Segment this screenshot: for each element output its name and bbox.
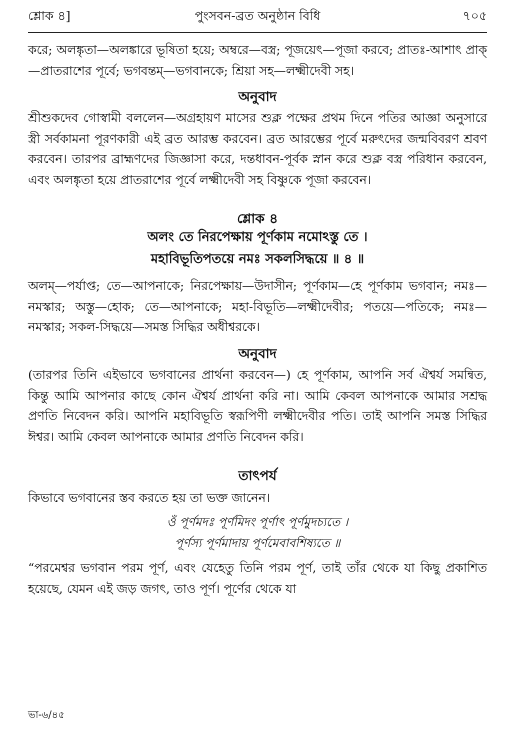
translation-heading-2: অনুবাদ xyxy=(238,346,277,362)
translation-heading: অনুবাদ xyxy=(238,89,277,105)
header-verse-ref: শ্লোক ৪] xyxy=(28,8,71,23)
purport-intro: কিভাবে ভগবানের স্তব করতে হয় তা ভক্ত জানেন। xyxy=(28,491,271,505)
signature-mark: ভা-৬/৪৫ xyxy=(28,710,65,721)
verse-line-1: অলং তে নিরপেক্ষায় পূর্ণকাম নমোঽস্তু তে । xyxy=(147,230,368,245)
word-meanings: অলম্—পর্যাপ্ত; তে—আপনাকে; নিরপেক্ষায়—উদাসীন; পূর্ণকাম—হে পূর্ণকাম ভগবান; নমঃ—নমস্কার; অস্তু—হোক; তে—আপনাকে; মহা-বিভূতি—লক্ষ্মীদেবীর; পতয়ে—পতিকে; নমঃ—নমস্কার; সকল-সিদ্ধয়ে—সমস্ত সিদ্ধির অধীশ্বরকে। xyxy=(28,279,487,334)
quote-line-1: ওঁ পূর্ণমদঃ পূর্ণমিদং পূর্ণাৎ পূর্ণমুদচ্যতে । xyxy=(166,515,349,529)
running-header xyxy=(28,8,487,28)
translation-paragraph-2: (তারপর তিনি এইভাবে ভগবানের প্রার্থনা করবেন—) হে পূর্ণকাম, আপনি সর্ব ঐশ্বর্য সমন্বিত, কিন্তু আমি আপনার কাছে কোন ঐশ্বর্য প্রার্থনা করি না। আমি কেবল আপনাকে আমার সশ্রদ্ধ প্রণতি নিবেদন করি। আপনি মহাবিভূতি স্বরূপিণী লক্ষ্মীদেবীর পতি। তাই আপনি সমস্ত সিদ্ধির ঈশ্বর। আমি কেবল আপনাকে আমার প্রণতি নিবেদন করি। xyxy=(28,368,487,444)
header-rule xyxy=(28,32,487,33)
word-meanings-continued: করে; অলঙ্কৃতা—অলঙ্কারে ভূষিতা হয়ে; অম্বরে—বস্ত্র; পূজয়েৎ—পূজা করবে; প্রাতঃ-আশাৎ প্রাক্—প্রাতরাশের পূর্বে; ভগবন্তম্—ভগবানকে; শ্রিয়া সহ—লক্ষ্মীদেবী সহ। xyxy=(28,43,487,78)
header-chapter-title: পুংসবন-ব্রত অনুষ্ঠান বিধি xyxy=(194,8,321,23)
verse-line-2: মহাবিভূতিপতয়ে নমঃ সকলসিদ্ধয়ে ॥ ৪ ॥ xyxy=(150,252,365,267)
translation-paragraph: শ্রীশুকদেব গোস্বামী বললেন—অগ্রহায়ণ মাসের শুক্ল পক্ষের প্রথম দিনে পতির আজ্ঞা অনুসারে স্ত্রী সর্বকামনা পূরণকারী এই ব্রত আরম্ভ করবেন। ব্রত আরম্ভের পূর্বে মরুৎদের জন্মবিবরণ শ্রবণ করবেন। তারপর ব্রাহ্মণদের জিজ্ঞাসা করে, দন্তধাবন-পূর্বক স্নান করে শুক্ল বস্ত্র পরিধান করবেন, এবং অলঙ্কৃতা হয়ে প্রাতরাশের পূর্বে লক্ষ্মীদেবী সহ বিষ্ণুকে পূজা করবেন। xyxy=(28,111,487,187)
page-number: ৭০৫ xyxy=(462,8,487,23)
purport-heading: তাৎপর্য xyxy=(238,468,277,484)
purport-paragraph: “পরমেশ্বর ভগবান পরম পূর্ণ, এবং যেহেতু তিনি পরম পূর্ণ, তাই তাঁর থেকে যা কিছু প্রকাশিত হয়েছে, যেমন এই জড় জগৎ, তাও পূর্ণ। পূর্ণের থেকে যা xyxy=(28,561,487,596)
verse-heading: শ্লোক ৪ xyxy=(236,211,279,227)
quote-line-2: পূর্ণস্য পূর্ণমাদায় পূর্ণমেবাবশিষ্যতে ॥ xyxy=(174,536,341,550)
